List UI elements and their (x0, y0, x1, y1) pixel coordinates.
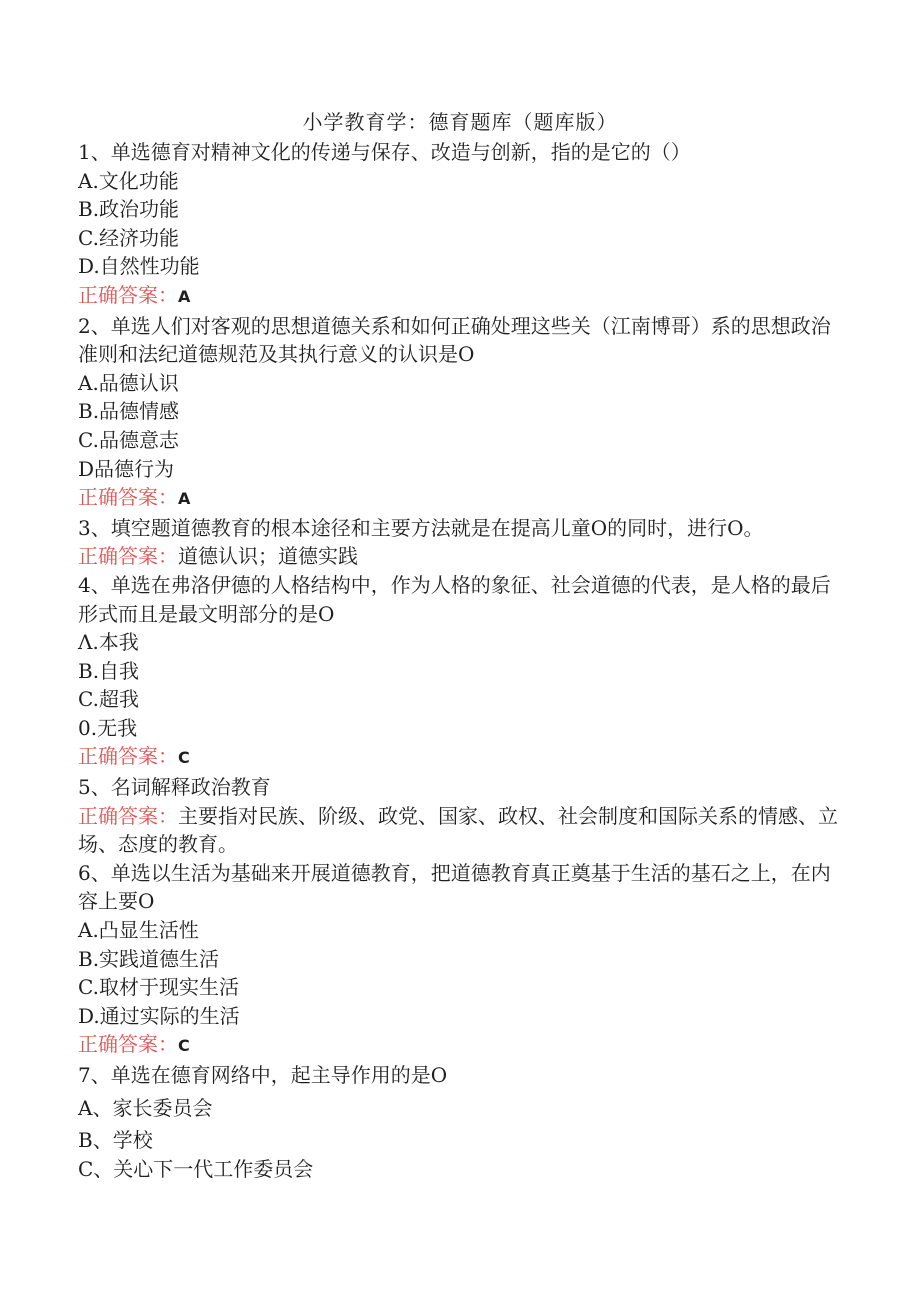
answer-line (78, 542, 838, 571)
answer-line (78, 483, 838, 514)
answer-line (78, 742, 838, 773)
option: D品德行为 (78, 456, 175, 481)
answer-value: 主要指对民族、阶级、政党、国家、政权、社会制度和国际关系的情感、立场、态度的教育。 (78, 803, 838, 857)
answer-label: 正确答案： (78, 282, 178, 307)
question-stem: 7、单选在德育网络中，起主导作用的是O (78, 1063, 448, 1087)
answer-line (78, 1030, 838, 1061)
option: C.取材于现实生活 (78, 975, 239, 1000)
answer-value: 道德认识；道德实践 (178, 544, 358, 569)
option: B.政治功能 (78, 197, 180, 222)
answer-value: A (178, 489, 191, 509)
question-stem: 1、单选德育对精神文化的传递与保存、改造与创新，指的是它的（） (78, 140, 691, 164)
answer-value: C (178, 1036, 190, 1056)
answer-label: 正确答案： (78, 485, 178, 510)
option: 0.无我 (78, 715, 138, 740)
option: Λ.本我 (78, 630, 139, 655)
answer-label: 正确答案： (78, 544, 178, 569)
option: A.文化功能 (78, 168, 179, 193)
option: C.品德意志 (78, 427, 179, 452)
option: D.自然性功能 (78, 254, 200, 279)
question-stem: 6、单选以生活为基础来开展道德教育，把道德教育真正奠基于生活的基石之上，在内容上要O (78, 860, 831, 914)
option: A.凸显生活性 (78, 918, 199, 943)
option: B.自我 (78, 658, 140, 683)
answer-label: 正确答案： (78, 803, 178, 828)
question-stem: 3、填空题道德教育的根本途径和主要方法就是在提高儿童O的同时，进行O。 (78, 515, 764, 540)
option: C.经济功能 (78, 225, 179, 250)
option: A、家长委员会 (78, 1095, 213, 1120)
option: B.实践道德生活 (78, 946, 220, 971)
option: C.超我 (78, 687, 139, 712)
answer-value: A (178, 286, 191, 306)
answer-label: 正确答案： (78, 744, 178, 769)
answer-label: 正确答案： (78, 1032, 178, 1057)
question-stem: 5、名词解释政治教育 (78, 775, 271, 800)
question-stem: 2、单选人们对客观的思想道德关系和如何正确处理这些关（江南博哥）系的思想政治准则和法纪道德规范及其执行意义的认识是O (78, 313, 831, 367)
answer-value: C (178, 748, 190, 768)
option: A.品德认识 (78, 370, 179, 395)
option: B、学校 (78, 1128, 153, 1153)
option: C、关心下一代工作委员会 (78, 1156, 314, 1181)
question-stem: 4、单选在弗洛伊德的人格结构中，作为人格的象征、社会道德的代表，是人格的最后形式而且是最文明部分的是O (78, 572, 831, 626)
answer-line (78, 281, 838, 312)
answer-line (78, 802, 838, 859)
option: D.通过实际的生活 (78, 1003, 240, 1028)
question-list (78, 138, 838, 1183)
option: B.品德情感 (78, 399, 180, 424)
page-title: 小学教育学：德育题库（题库版） (302, 110, 618, 134)
